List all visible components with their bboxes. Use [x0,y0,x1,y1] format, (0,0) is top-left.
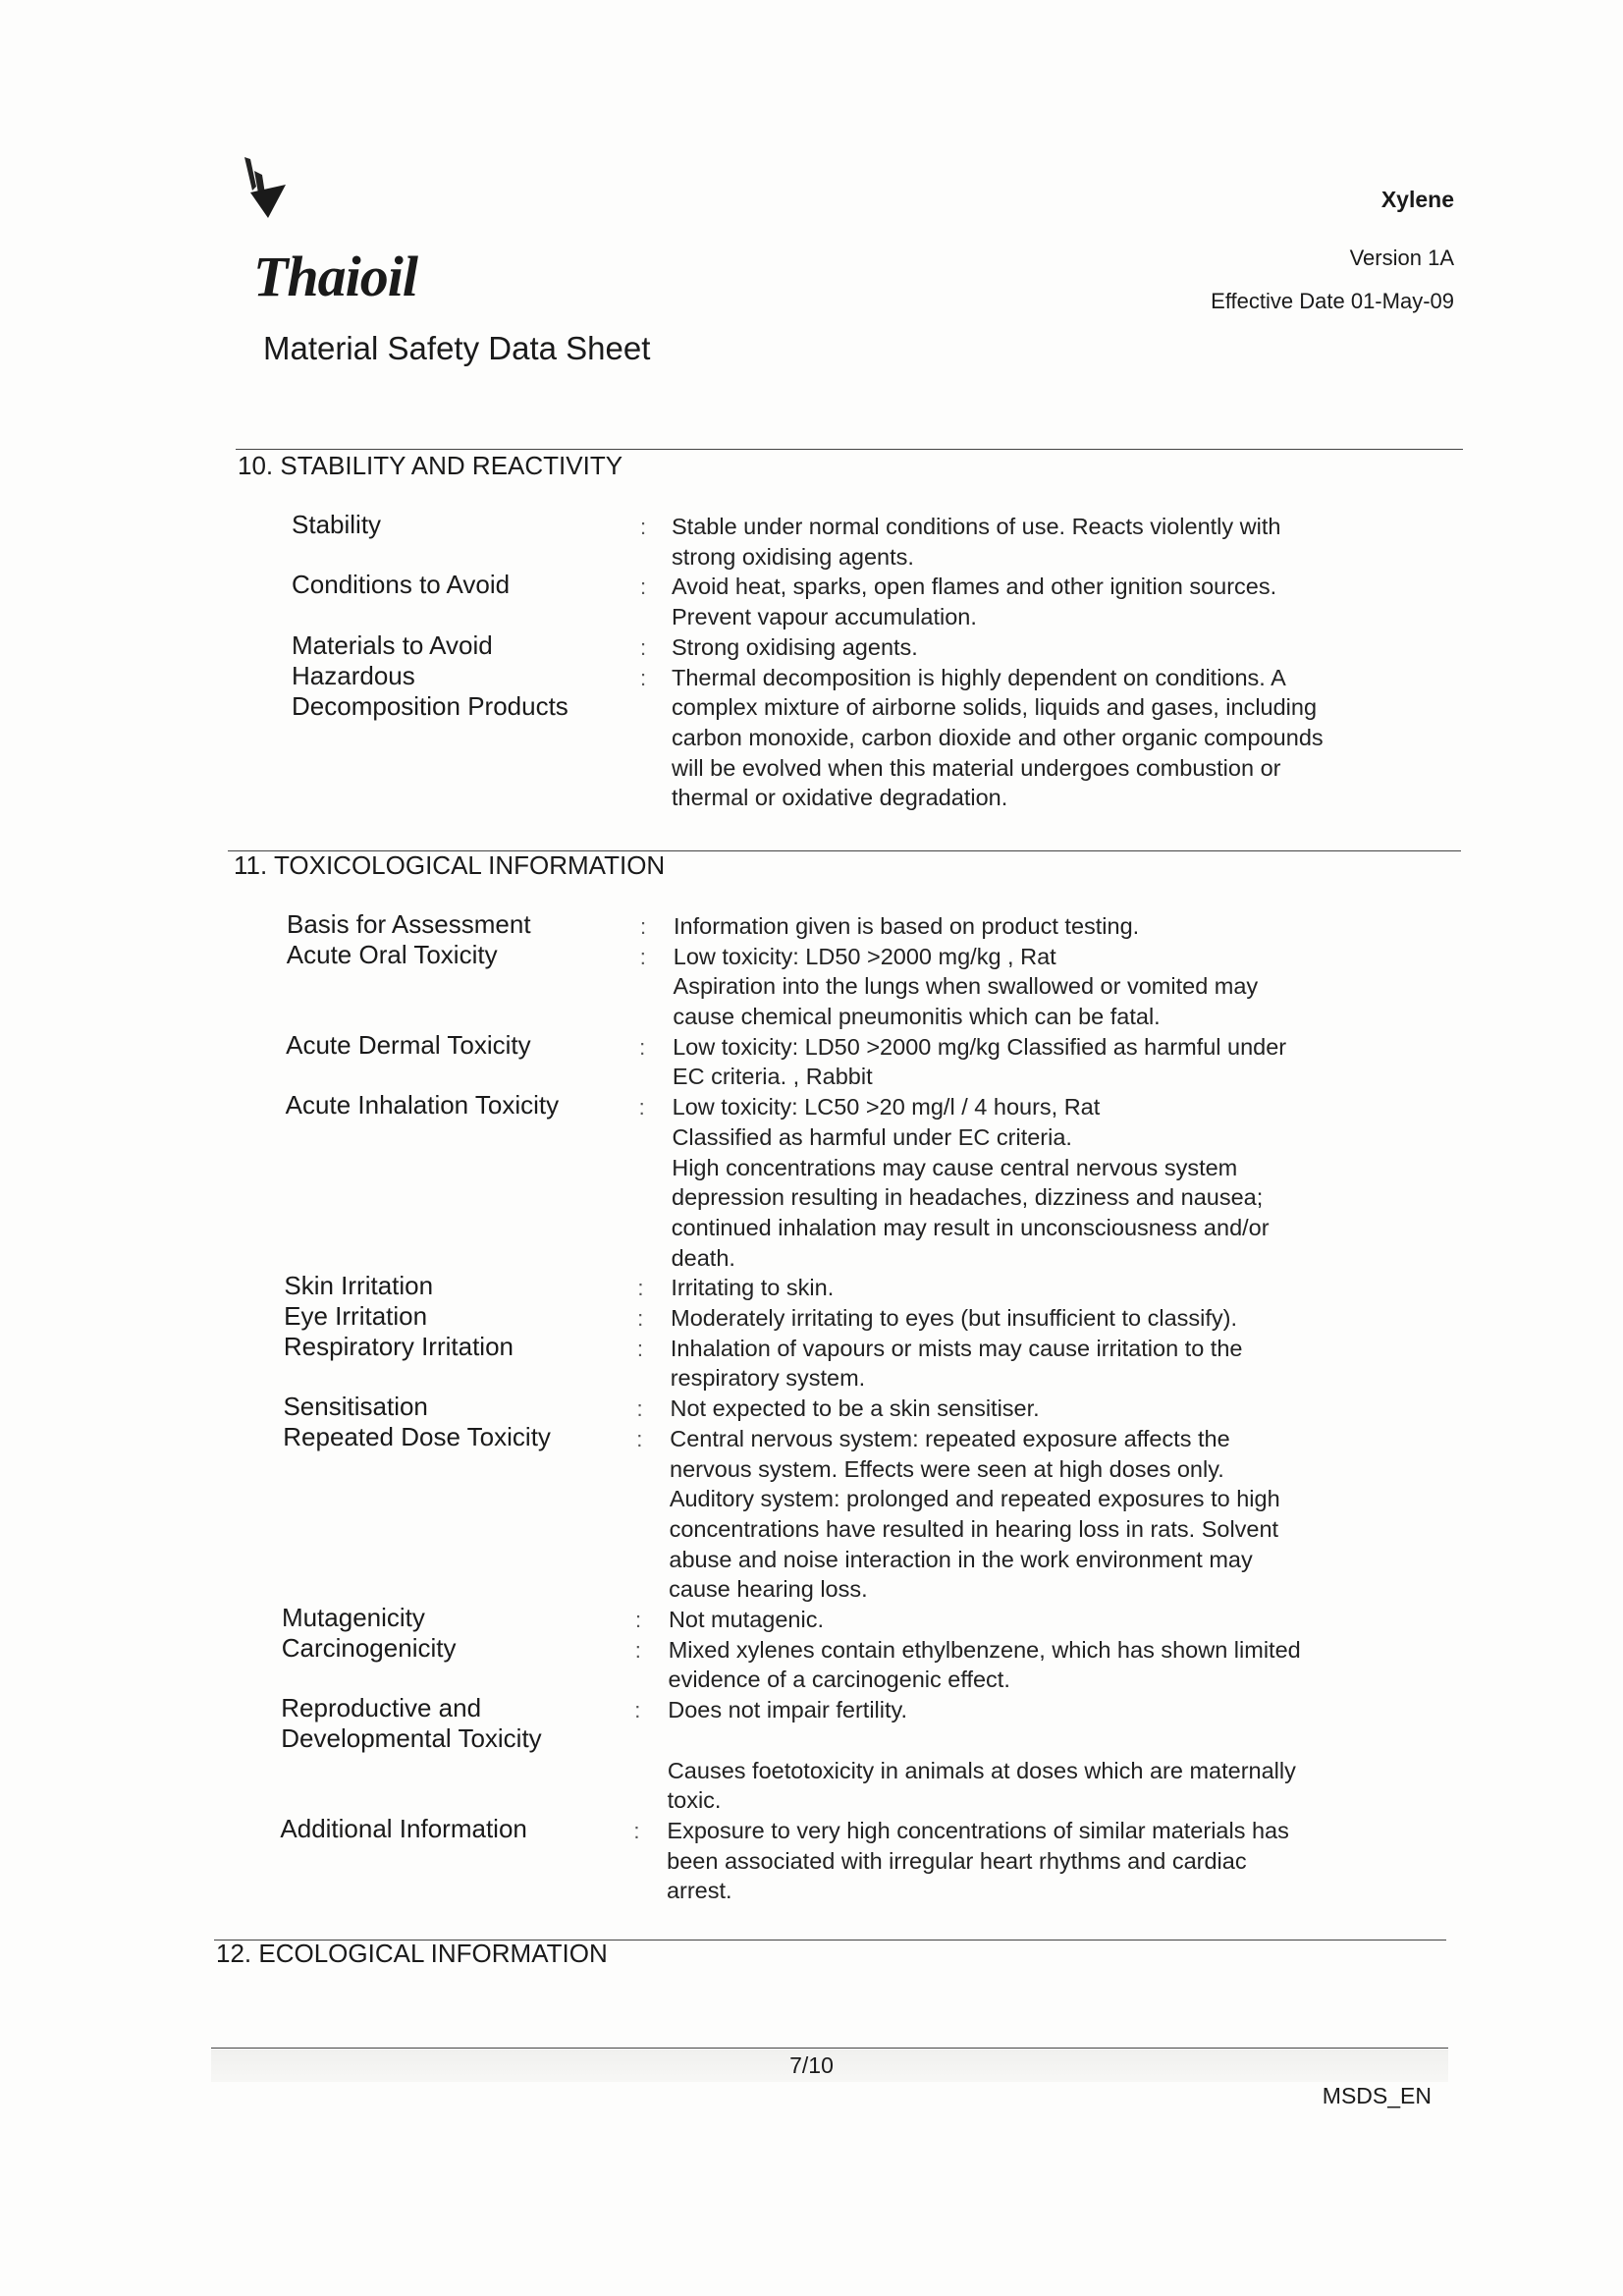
field-value-line: thermal or oxidative degradation. [672,785,1008,811]
field-value-line: Causes foetotoxicity in animals at doses which are maternally [667,1757,1296,1783]
field-label: Carcinogenicity [281,1632,457,1663]
field-separator: : [640,634,647,660]
field-separator: : [634,1608,642,1633]
field-separator: : [634,1698,641,1723]
field-label: Skin Irritation [284,1271,434,1301]
field-value-line: death. [671,1244,735,1271]
field-value [671,1334,1243,1394]
field-value-line: continued inhalation may result in unconsciousness and/or [671,1214,1270,1240]
field-value [673,1032,1286,1092]
field-label: Stability [292,510,382,539]
field-value [667,1816,1288,1906]
document-version: Version 1A [1349,246,1454,270]
field-label: Acute Dermal Toxicity [286,1029,531,1060]
field-value-line: EC criteria. , Rabbit [672,1064,873,1090]
field-value-line: Prevent vapour accumulation. [672,604,977,630]
section-title: 10. STABILITY AND REACTIVITY [238,451,623,480]
field-value-line [668,1725,1296,1756]
field-value-line: Not mutagenic. [668,1607,824,1633]
field-label: Acute Inhalation Toxicity [285,1090,560,1121]
field-value-line: Low toxicity: LC50 >20 mg/l / 4 hours, Rat [672,1094,1101,1121]
field-value [670,1424,1279,1605]
brand-logo-wordmark: Thaioil [253,245,418,308]
field-value-line: depression resulting in headaches, dizziness and nausea; [672,1184,1264,1211]
field-value [672,663,1324,813]
field-value-line: arrest. [666,1878,732,1904]
field-value-line: High concentrations may cause central nervous system [672,1154,1238,1180]
field-label: Conditions to Avoid [292,570,511,600]
field-value [669,1635,1301,1695]
field-value-line: abuse and noise interaction in the work environment may [669,1546,1253,1572]
field-value-line: Exposure to very high concentrations of similar materials has [667,1818,1289,1843]
field-label: Repeated Dose Toxicity [283,1421,551,1451]
field-value [672,572,1276,631]
field-separator: : [640,914,647,939]
field-value [672,632,918,663]
field-value [670,1394,1039,1424]
field-value [672,512,1280,572]
field-value-line: evidence of a carcinogenic effect. [668,1667,1010,1693]
field-value [668,1695,1296,1816]
field-value-line: concentrations have resulted in hearing loss in rats. Solvent [669,1515,1279,1542]
field-label: Acute Oral Toxicity [286,939,498,969]
field-value-line: complex mixture of airborne solids, liquids and gases, including [672,694,1318,721]
field-label: Eye Irritation [284,1301,428,1332]
product-name: Xylene [1380,187,1454,212]
section-title: 12. ECOLOGICAL INFORMATION [216,1939,608,1968]
field-value [669,1605,824,1635]
field-value [674,911,1139,942]
field-separator: : [634,1637,641,1663]
field-value-line: Mixed xylenes contain ethylbenzene, which has shown limited [668,1636,1301,1663]
field-value-line: been associated with irregular heart rhythms and cardiac [667,1847,1247,1874]
field-separator: : [637,1276,644,1301]
field-separator: : [636,1396,643,1422]
field-value-line: Auditory system: prolonged and repeated exposures to high [669,1486,1280,1512]
field-value-line: carbon monoxide, carbon dioxide and other organic compounds [672,724,1324,750]
field-value [673,1092,1270,1273]
field-label: Sensitisation [283,1392,428,1422]
field-separator: : [637,1306,644,1332]
field-value-line: Low toxicity: LD50 >2000 mg/kg Classified as harmful under [673,1033,1287,1060]
field-label: Basis for Assessment [287,909,531,939]
field-label: Additional Information [280,1814,527,1843]
section-divider [236,449,1463,450]
document-type: Material Safety Data Sheet [263,330,651,366]
field-value-line: Stable under normal conditions of use. Reacts violently with [672,514,1281,539]
field-value-line: Avoid heat, sparks, open flames and other ignition sources. [672,574,1277,600]
field-label: Respiratory Irritation [283,1331,514,1361]
field-value-line: Thermal decomposition is highly dependent on conditions. A [672,664,1286,690]
field-value-line: Strong oxidising agents. [672,633,918,660]
field-value-line: toxic. [667,1787,722,1814]
field-label: Reproductive and Developmental Toxicity [281,1693,542,1754]
field-separator: : [639,1034,646,1060]
field-separator: : [636,1426,643,1451]
field-separator: : [640,515,647,539]
field-separator: : [636,1336,644,1361]
field-value-line: will be evolved when this material undergoes combustion or [672,754,1281,781]
field-value-line: Central nervous system: repeated exposure affects the [670,1425,1230,1451]
field-value-line: Inhalation of vapours or mists may cause irritation to the [670,1335,1243,1361]
field-label: Mutagenicity [281,1603,425,1633]
field-value-line: Classified as harmful under EC criteria. [672,1123,1072,1150]
field-value-line: cause chemical pneumonitis which can be fatal. [673,1004,1161,1030]
field-label: Hazardous Decomposition Products [292,660,568,721]
field-value-line: Information given is based on product testing. [674,913,1140,939]
field-value-line: respiratory system. [670,1365,866,1392]
field-separator: : [638,1095,645,1121]
field-value-line: Low toxicity: LD50 >2000 mg/kg , Rat [673,943,1056,969]
field-value-line: Does not impair fertility. [668,1697,908,1723]
field-value-line: cause hearing loss. [669,1576,868,1603]
field-value [671,1273,834,1303]
field-value-line: nervous system. Effects were seen at high doses only. [670,1455,1224,1482]
section-title: 11. TOXICOLOGICAL INFORMATION [234,850,666,880]
page-number: 7/10 [789,2052,834,2078]
footer-divider [211,2048,1448,2049]
document-code: MSDS_EN [1322,2083,1432,2108]
field-separator: : [639,944,646,969]
field-value-line: Not expected to be a skin sensitiser. [670,1395,1040,1422]
thaioil-logo-mark [241,157,290,226]
field-separator: : [640,665,647,690]
field-value-line: Moderately irritating to eyes (but insufficient to classify). [671,1305,1237,1332]
field-label: Materials to Avoid [292,629,493,660]
field-value-line: Aspiration into the lungs when swallowed or vomited may [673,973,1259,1000]
field-value-line: Irritating to skin. [671,1275,835,1301]
field-value [674,942,1258,1032]
effective-date: Effective Date 01-May-09 [1211,289,1454,313]
field-separator: : [633,1819,640,1843]
field-value-line: strong oxidising agents. [672,543,914,570]
field-separator: : [640,574,647,600]
field-value [671,1303,1237,1334]
